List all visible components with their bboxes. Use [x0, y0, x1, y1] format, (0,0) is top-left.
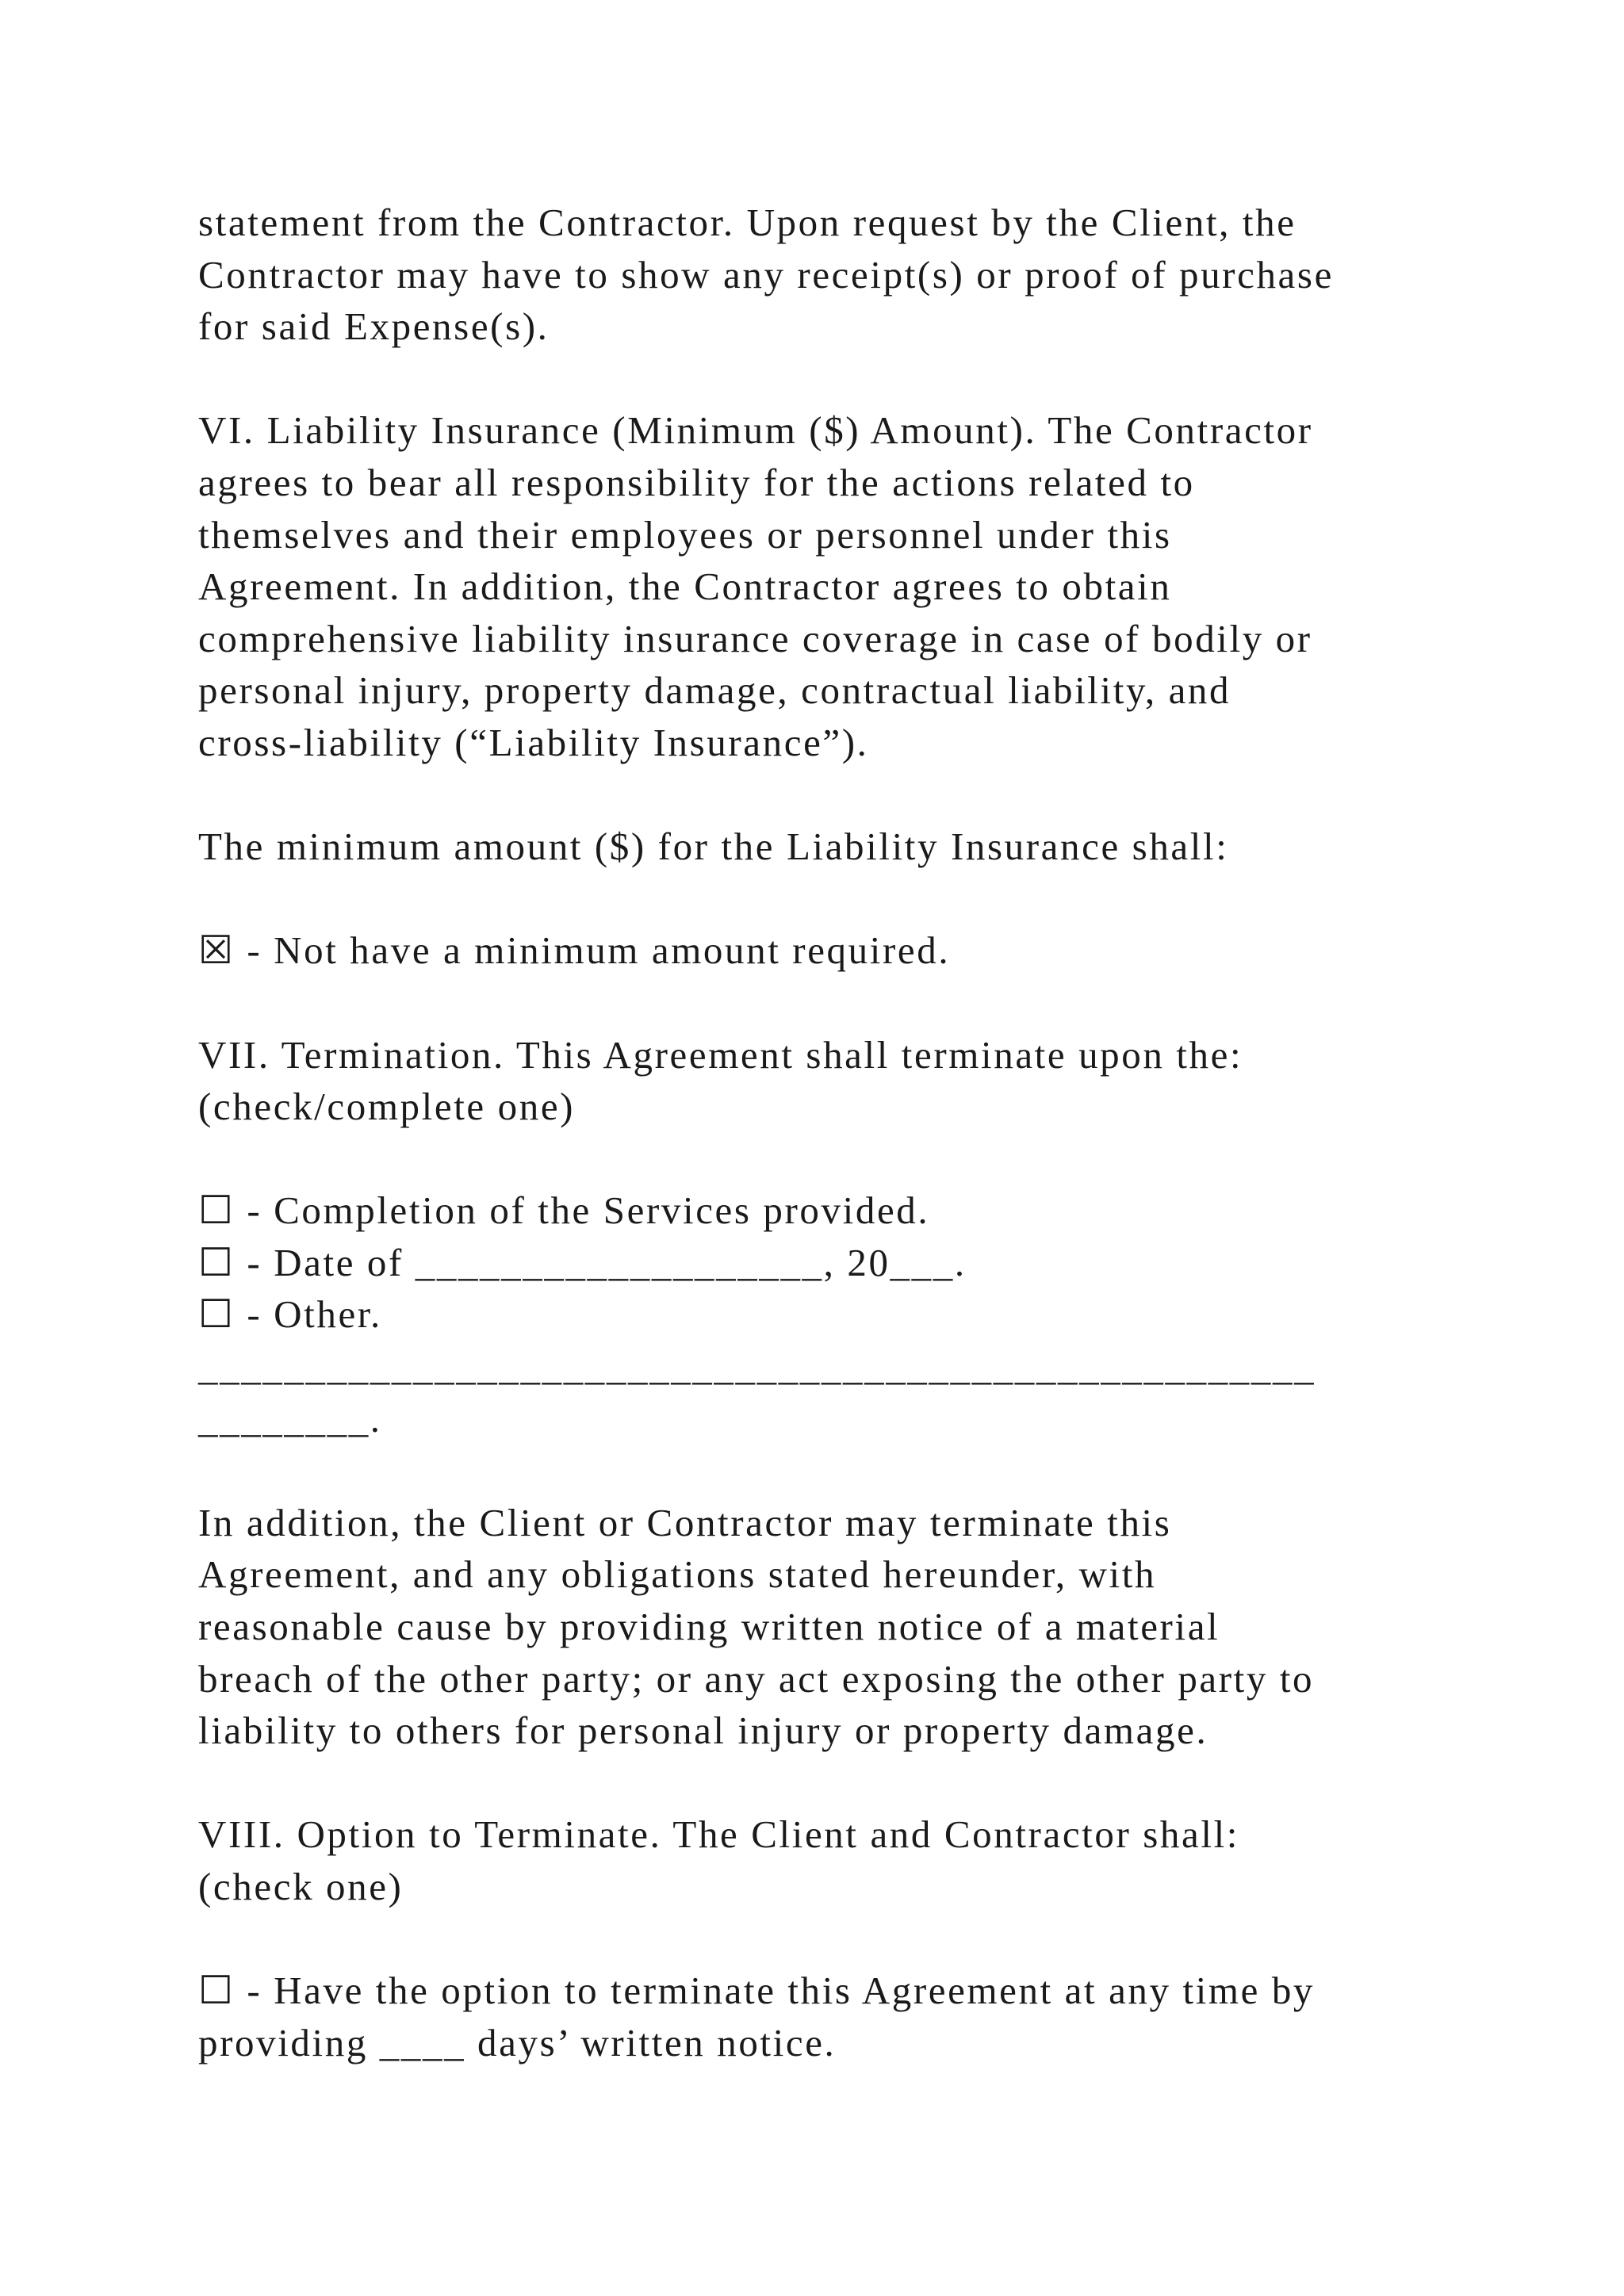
- termination-option-other: ☐ - Other.: [198, 1292, 382, 1337]
- text-line: agrees to bear all responsibility for the actions related to: [198, 460, 1195, 504]
- additional-termination-paragraph: [198, 1497, 1467, 1757]
- section-viii-option-to-terminate: [198, 1808, 1467, 1912]
- intro-paragraph: [198, 197, 1467, 353]
- paragraph-gap: [198, 977, 1467, 1029]
- text-line: personal injury, property damage, contractual liability, and: [198, 668, 1231, 713]
- document-page: [198, 197, 1467, 2068]
- text-line: for said Expense(s).: [198, 304, 550, 349]
- minimum-amount-checkbox-option: ☒ - Not have a minimum amount required.: [198, 928, 951, 973]
- section-vii-heading-line: VII. Termination. This Agreement shall terminate upon the:: [198, 1032, 1243, 1077]
- termination-options: [198, 1184, 1467, 1445]
- text-line: providing ____ days’ written notice.: [198, 2020, 837, 2064]
- section-vii-termination: [198, 1029, 1467, 1133]
- section-viii-heading-line: VIII. Option to Terminate. The Client and Contractor shall:: [198, 1812, 1240, 1857]
- text-line: (check one): [198, 1865, 404, 1908]
- text-line: liability to others for personal injury or property damage.: [198, 1709, 1208, 1753]
- termination-option-completion: ☐ - Completion of the Services provided.: [198, 1188, 930, 1233]
- text-line: comprehensive liability insurance coverage in case of bodily or: [198, 616, 1312, 660]
- text-line: In addition, the Client or Contractor may terminate this: [198, 1500, 1172, 1544]
- blank-fill-line: ________.: [198, 1396, 382, 1441]
- text-line: Contractor may have to show any receipt(s) or proof of purchase: [198, 252, 1334, 297]
- section-vi-liability-insurance: [198, 404, 1467, 768]
- option-terminate-anytime: ☐ - Have the option to terminate this Agreement at any time by: [198, 1969, 1316, 2013]
- paragraph-gap: [198, 769, 1467, 821]
- section-vi-heading-line: VI. Liability Insurance (Minimum ($) Amount). The Contractor: [198, 408, 1313, 453]
- paragraph-gap: [198, 873, 1467, 925]
- text-line: cross-liability (“Liability Insurance”).: [198, 720, 869, 764]
- paragraph-gap: [198, 1445, 1467, 1497]
- minimum-amount-statement: The minimum amount ($) for the Liability Insurance shall:: [198, 825, 1229, 869]
- option-to-terminate-options: [198, 1965, 1467, 2068]
- text-line: breach of the other party; or any act exposing the other party to: [198, 1656, 1315, 1701]
- text-line: statement from the Contractor. Upon request by the Client, the: [198, 201, 1297, 244]
- text-line: reasonable cause by providing written notice of a material: [198, 1605, 1220, 1649]
- paragraph-gap: [198, 1913, 1467, 1965]
- text-line: Agreement, and any obligations stated hereunder, with: [198, 1552, 1157, 1597]
- termination-option-date: ☐ - Date of ___________________, 20___.: [198, 1240, 967, 1284]
- blank-fill-line: ____________________________________________________: [198, 1345, 1316, 1389]
- text-line: Agreement. In addition, the Contractor agrees to obtain: [198, 564, 1172, 609]
- text-line: (check/complete one): [198, 1085, 576, 1129]
- paragraph-gap: [198, 1757, 1467, 1809]
- paragraph-gap: [198, 353, 1467, 405]
- paragraph-gap: [198, 1133, 1467, 1185]
- text-line: themselves and their employees or personnel under this: [198, 512, 1172, 557]
